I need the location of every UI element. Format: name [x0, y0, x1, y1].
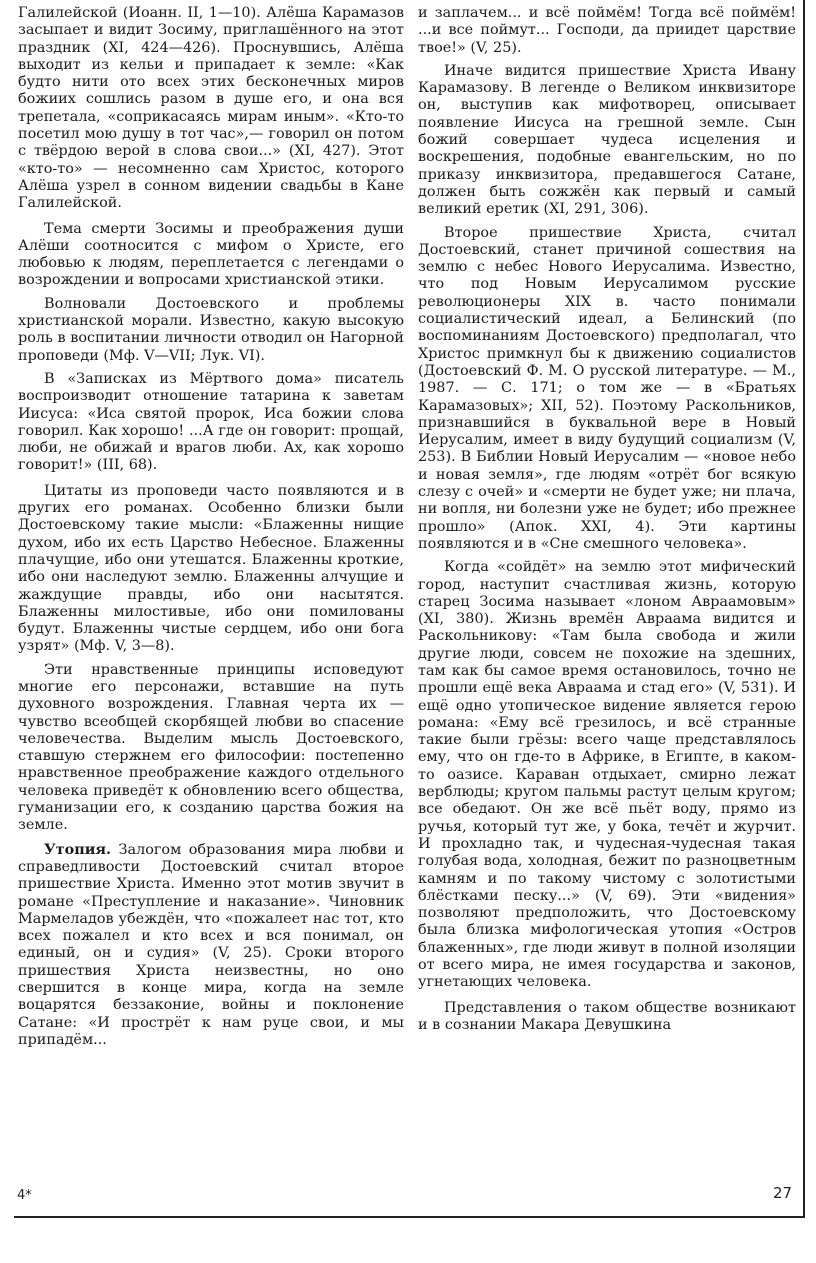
paragraph: Второе пришествие Христа, считал Достоевский, станет причиной сошествия на землю с небес Нового Иерусалима. Известно, что под Новым Иерусалимом русские революционеры XIX в. часто понимали социалистический идеал, а Белинский (по воспоминаниям Достоевского) предполагал, что Христос примкнул бы к движению социалистов (Достоевский Ф. М. О русской литературе. — М., 1987. — С. 171; о том же — в «Братьях Карамазовых»; XII, 52). Поэтому Раскольников, признавшийся в буквальной вере в Новый Иерусалим, имеет в виду будущий социализм (V, 253). В Библии Новый Иерусалим — «новое небо и новая земля», где людям «отрёт бог всякую слезу с очей» и «смерти не будет уже; ни плача, ни вопля, ни болезни уже не будет; ибо прежнее прошло» (Апок. XXI, 4). Эти картины появляются и в «Сне смешного человека».: [418, 224, 796, 552]
paragraph: Иначе видится пришествие Христа Ивану Карамазову. В легенде о Великом инквизиторе он, выступив как мифотворец, описывает появление Иисуса на грешной земле. Сын божий совершает чудеса исцеления и воскрешения, подобные евангельским, но по приказу инквизитора, предавшегося Сатане, должен быть сожжён как первый и самый великий еретик (XI, 291, 306).: [418, 62, 796, 218]
paragraph: Цитаты из проповеди часто появляются и в других его романах. Особенно близки были Достоевскому такие мысли: «Блаженны нищие духом, ибо их есть Царство Небесное. Блаженны плачущие, ибо они утешатся. Блаженны кроткие, ибо они наследуют землю. Блаженны алчущие и жаждущие правды, ибо они насытятся. Блаженны милостивые, ибо они помилованы будут. Блаженны чистые сердцем, ибо они бога узрят» (Мф. V, 3—8).: [18, 482, 404, 655]
section-heading: Утопия.: [44, 840, 112, 858]
paragraph: и заплачем... и всё поймём! Тогда всё поймём! ...и все поймут... Господи, да приидет царствие твое!» (V, 25).: [418, 5, 796, 56]
left-column: [18, 5, 404, 1055]
paragraph: В «Записках из Мёртвого дома» писатель воспроизводит отношение татарина к заветам Иисуса: «Иса святой пророк, Иса божии слова говорил. Как хорошо! ...А где он говорит: прощай, люби, не обижай и врагов люби. Ах, как хорошо говорит!» (III, 68).: [18, 370, 404, 474]
bottom-border-line: [14, 1216, 804, 1218]
right-border-line: [803, 0, 805, 1218]
paragraph: Тема смерти Зосимы и преображения души Алёши соотносится с мифом о Христе, его любовью к людям, переплетается с легендами о возрождении и вопросами христианской этики.: [18, 220, 404, 289]
paragraph: Эти нравственные принципы исповедуют многие его персонажи, вставшие на путь духовного возрождения. Главная черта их — чувство всеобщей скорбящей любви во спасение человечества. Выделим мысль Достоевского, ставшую стержнем его философии: постепенно нравственное преображение каждого отдельного человека приведёт к обновлению всего общества, гуманизации его, к созданию царства божия на земле.: [18, 661, 404, 834]
paragraph: Волновали Достоевского и проблемы христианской морали. Известно, какую высокую роль в воспитании личности отводил он Нагорной проповеди (Мф. V—VII; Лук. VI).: [18, 295, 404, 364]
paragraph-text: Залогом образования мира любви и справедливости Достоевский считал второе пришествие Христа. Именно этот мотив звучит в романе «Преступление и наказание». Чиновник Мармеладов убеждён, что «пожалеет нас тот, кто всех пожалел и кто всех и вся понимал, он единый, он и судия» (V, 25). Сроки второго пришествия Христа неизвестны, но оно свершится в конце мира, когда на земле воцарятся беззаконие, войны и поклонение Сатане: «И прострёт к нам руце свои, и мы припадём...: [18, 841, 404, 1048]
signature-mark: 4*: [17, 1188, 32, 1203]
paragraph: Когда «сойдёт» на землю этот мифический город, наступит счастливая жизнь, которую старец Зосима называет «лоном Авраамовым» (XI, 380). Жизнь времён Авраама видится и Раскольникову: «Там была свобода и жили другие люди, совсем не похожие на здешних, там как бы самое время остановилось, точно не прошли ещё века Авраама и стад его» (V, 531). И ещё одно утопическое видение является герою романа: «Ему всё грезилось, и всё странные такие были грёзы: всего чаще представлялось ему, что он где-то в Африке, в Египте, в каком-то оазисе. Караван отдыхает, смирно лежат верблюды; кругом пальмы растут целым кругом; все обедают. Он же всё пьёт воду, прямо из ручья, который тут же, у бока, течёт и журчит. И прохладно так, и чудесная-чудесная такая голубая вода, холодная, бежит по разноцветным камням и по такому чистому с золотистыми блёстками песку...» (V, 69). Эти «видения» позволяют предположить, что Достоевскому была близка мифологическая утопия «Остров блаженных», где люди живут в полной изоляции от всего мира, не имея государства и законов, угнетающих человека.: [418, 559, 796, 991]
paragraph: Галилейской (Иоанн. II, 1—10). Алёша Карамазов засыпает и видит Зосиму, приглашённого на этот праздник (XI, 424—426). Проснувшись, Алёша выходит из кельи и припадает к земле: «Как будто нити ото всех этих бесконечных миров божиих сошлись разом в душе его, и она вся трепетала, «соприкасаясь мирам иным». «Кто-то посетил мою душу в тот час»,— говорил он потом с твёрдою верой в слова свои...» (XI, 427). Этот «кто-то» — несомненно сам Христос, которого Алёша узрел в сонном видении свадьбы в Кане Галилейской.: [18, 5, 404, 212]
page-number: 27: [773, 1184, 793, 1202]
paragraph-utopia: [18, 841, 404, 1050]
right-column: [418, 5, 796, 1040]
paragraph: Представления о таком обществе возникают и в сознании Макара Девушкина: [418, 999, 796, 1033]
